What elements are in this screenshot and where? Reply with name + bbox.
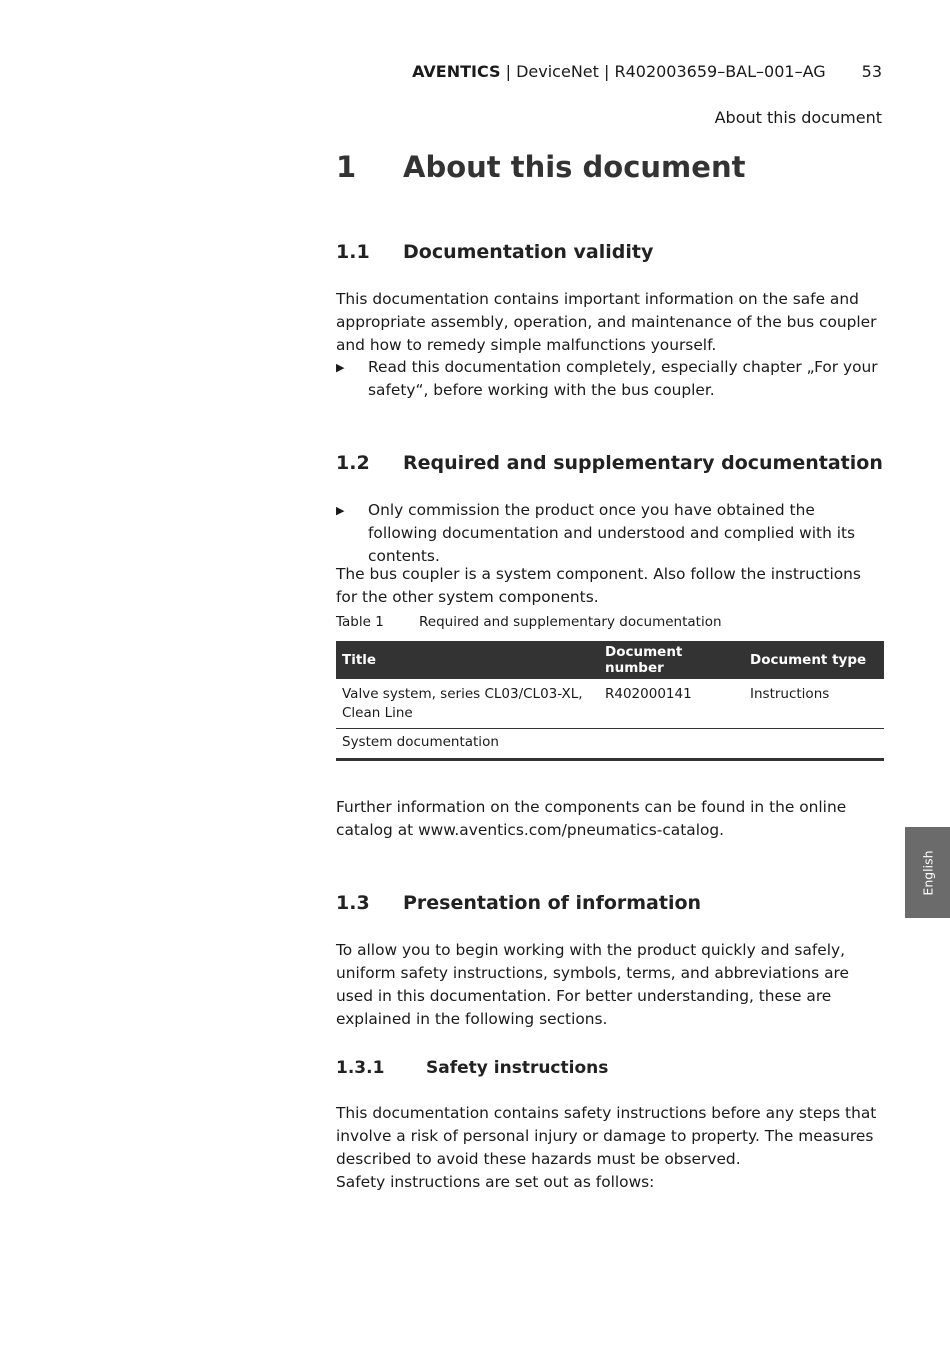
cell-document-type: [744, 729, 884, 760]
table-header-row: [336, 641, 884, 679]
chapter-number: 1: [336, 150, 357, 184]
paragraph: This documentation contains safety instructions before any steps that involve a risk of personal injury or damage to property. The measures described to avoid these hazards must be observed.: [336, 1104, 877, 1168]
section-number: 1.1: [336, 241, 370, 263]
paragraph: This documentation contains important information on the safe and appropriate assembly, operation, and maintenance of the bus coupler and how to remedy simple malfunctions yourself.: [336, 290, 877, 354]
subsection-title: Safety instructions: [426, 1058, 609, 1078]
cell-title: System documentation: [336, 729, 599, 760]
running-section-title: About this document: [714, 108, 882, 127]
document-id: | DeviceNet | R402003659–BAL–001–AG: [500, 62, 826, 81]
table-row: [336, 679, 884, 729]
page-number: 53: [861, 62, 882, 81]
subsection-number: 1.3.1: [336, 1058, 385, 1078]
section-heading-1-3: [336, 892, 701, 914]
subsection-heading-1-3-1: [336, 1058, 608, 1078]
paragraph: The bus coupler is a system component. Also follow the instructions for the other system components.: [336, 565, 861, 606]
table-caption: [336, 614, 722, 630]
table-row: [336, 729, 884, 760]
cell-document-number: R402000141: [599, 679, 744, 729]
section-title: Documentation validity: [403, 241, 654, 263]
bullet-item: [336, 356, 884, 402]
section-heading-1-1: [336, 241, 653, 263]
paragraph: Safety instructions are set out as follows:: [336, 1173, 655, 1191]
table-caption-text: Required and supplementary documentation: [419, 614, 722, 630]
documentation-table: [336, 641, 884, 761]
section-number: 1.2: [336, 452, 370, 474]
bullet-text: Only commission the product once you have obtained the following documentation and understood and complied with its contents.: [368, 501, 856, 565]
table-label: Table 1: [336, 614, 384, 630]
bullet-arrow-icon: ▶: [336, 361, 345, 374]
column-header-document-type: Document type: [744, 641, 884, 679]
bullet-text: Read this documentation completely, especially chapter „For your safety“, before working with the bus coupler.: [368, 358, 878, 399]
brand-name: AVENTICS: [412, 62, 501, 81]
bullet-item: [336, 499, 884, 568]
bullet-arrow-icon: ▶: [336, 504, 345, 517]
chapter-title: About this document: [403, 150, 746, 184]
section-number: 1.3: [336, 892, 370, 914]
language-tab: [905, 827, 950, 918]
section-heading-1-2: [336, 452, 883, 474]
language-tab-label: English: [920, 849, 935, 896]
running-header: [412, 62, 882, 81]
column-header-title: Title: [336, 641, 599, 679]
cell-title: Valve system, series CL03/CL03-XL, Clean Line: [336, 679, 599, 729]
section-title: Presentation of information: [403, 892, 702, 914]
paragraph: Further information on the components can be found in the online catalog at www.aventics.com/pneumatics-catalog.: [336, 798, 847, 839]
chapter-heading: [336, 150, 745, 184]
column-header-document-number: Document number: [599, 641, 744, 679]
cell-document-number: [599, 729, 744, 760]
paragraph: To allow you to begin working with the product quickly and safely, uniform safety instructions, symbols, terms, and abbreviations are used in this documentation. For better understanding, these are explained in the following sections.: [336, 941, 849, 1028]
cell-document-type: Instructions: [744, 679, 884, 729]
section-title: Required and supplementary documentation: [403, 452, 883, 474]
